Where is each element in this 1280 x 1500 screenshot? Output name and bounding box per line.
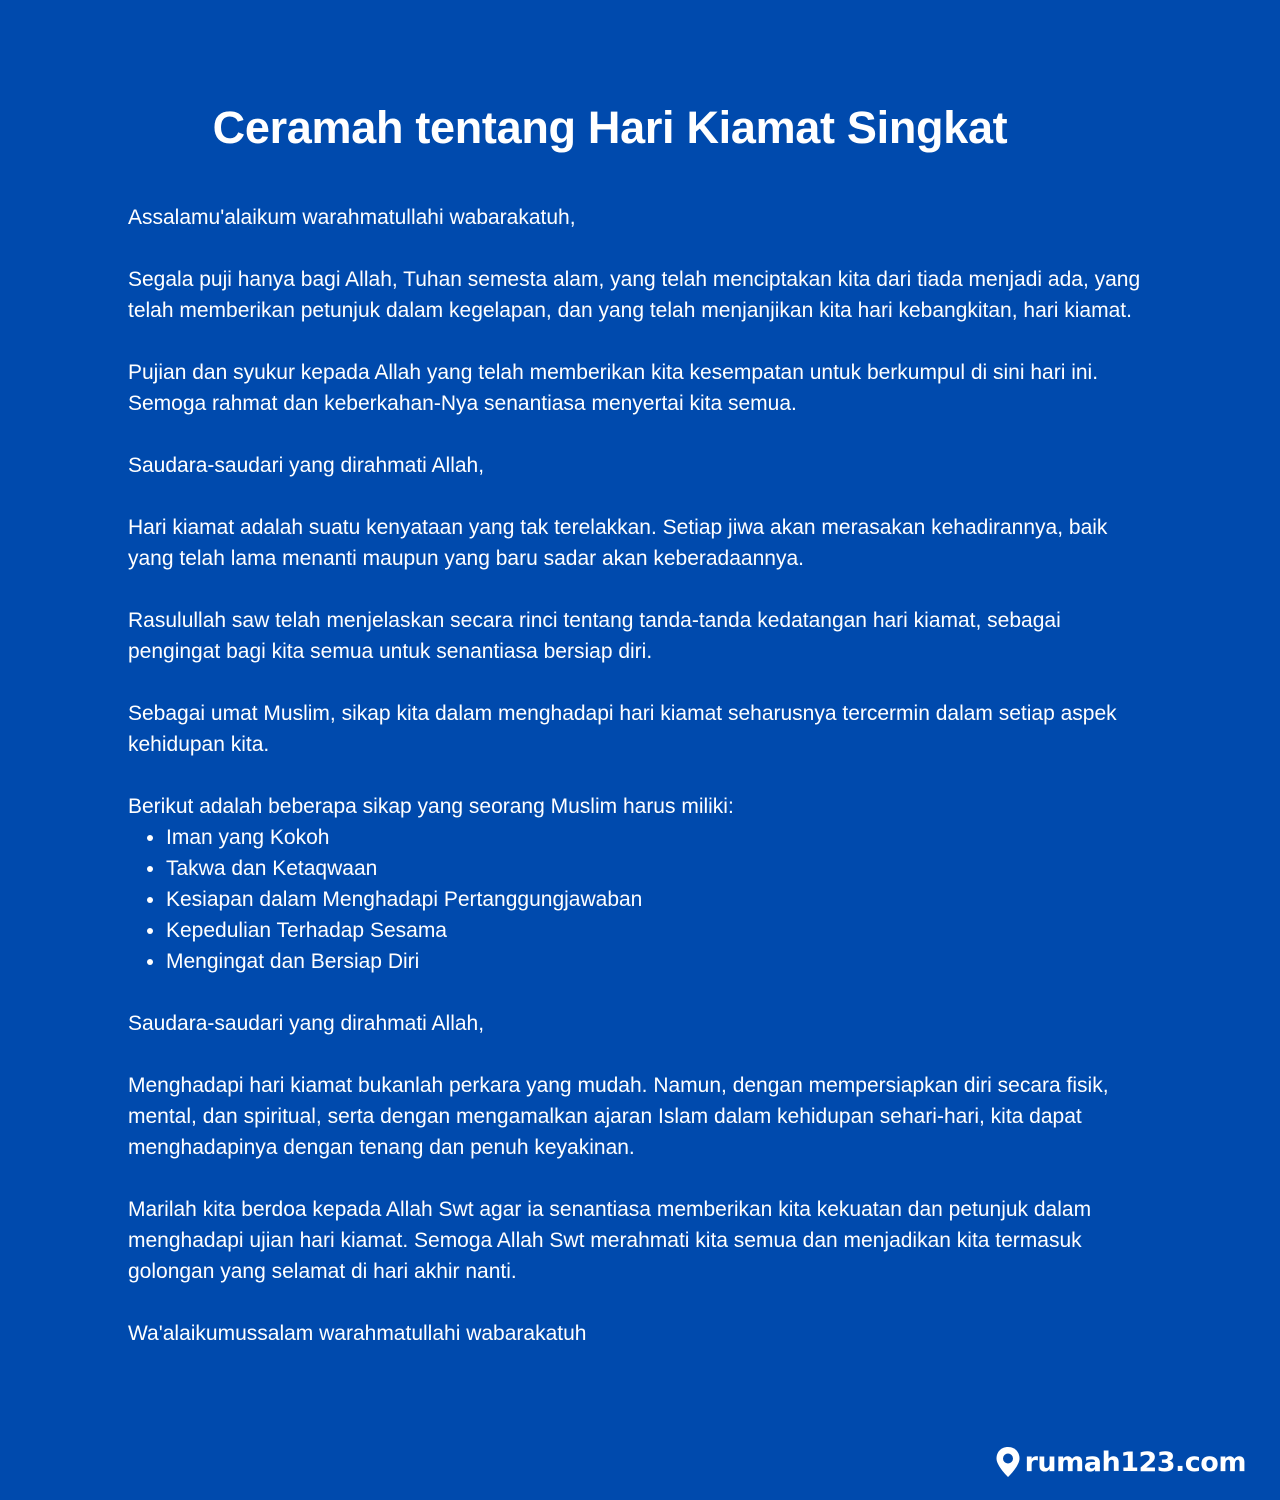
paragraph-facing: Menghadapi hari kiamat bukanlah perkara yang mudah. Namun, dengan mempersiapkan diri secara fisik, mental, dan spiritual, serta dengan mengamalkan ajaran Islam dalam kehidupan sehari-hari, kita dapat menghadapinya dengan tenang dan penuh keyakinan. xyxy=(128,1074,1109,1159)
paragraph-prayer: Marilah kita berdoa kepada Allah Swt agar ia senantiasa memberikan kita kekuatan dan petunjuk dalam menghadapi ujian hari kiamat. Semoga Allah Swt merahmati kita semua dan menjadikan kita termasuk golongan yang selamat di hari akhir nanti. xyxy=(128,1198,1092,1283)
article-body xyxy=(128,202,1158,1349)
list-item: • Takwa dan Ketaqwaan xyxy=(166,853,1158,884)
attitude-list xyxy=(128,822,1158,977)
paragraph-attitude: Sebagai umat Muslim, sikap kita dalam menghadapi hari kiamat seharusnya tercermin dalam setiap aspek kehidupan kita. xyxy=(128,702,1117,756)
paragraph-gratitude: Pujian dan syukur kepada Allah yang telah memberikan kita kesempatan untuk berkumpul di sini hari ini. Semoga rahmat dan keberkahan-Nya senantiasa menyertai kita semua. xyxy=(128,361,1099,415)
location-pin-icon xyxy=(995,1446,1021,1478)
logo-text: rumah123.com xyxy=(1024,1446,1246,1478)
list-item: • Mengingat dan Bersiap Diri xyxy=(166,946,1158,977)
paragraph-address: Saudara-saudari yang dirahmati Allah, xyxy=(128,454,485,477)
paragraph-address-2: Saudara-saudari yang dirahmati Allah, xyxy=(128,1012,485,1035)
greeting-closing: Wa'alaikumussalam warahmatullahi wabarakatuh xyxy=(128,1322,587,1345)
page-title: Ceramah tentang Hari Kiamat Singkat xyxy=(212,102,1008,153)
paragraph-reality: Hari kiamat adalah suatu kenyataan yang tak terelakkan. Setiap jiwa akan merasakan kehadirannya, baik yang telah lama menanti maupun yang baru sadar akan keberadaannya. xyxy=(128,516,1108,570)
list-item: • Kesiapan dalam Menghadapi Pertanggungjawaban xyxy=(166,884,1158,915)
list-item: • Iman yang Kokoh xyxy=(166,822,1158,853)
greeting-opening: Assalamu'alaikum warahmatullahi wabarakatuh, xyxy=(128,206,576,229)
paragraph-list-intro: Berikut adalah beberapa sikap yang seorang Muslim harus miliki: xyxy=(128,795,734,818)
paragraph-praise: Segala puji hanya bagi Allah, Tuhan semesta alam, yang telah menciptakan kita dari tiada menjadi ada, yang telah memberikan petunjuk dalam kegelapan, dan yang telah menjanjikan kita hari kebangkitan, hari kiamat. xyxy=(128,268,1141,322)
list-item: • Kepedulian Terhadap Sesama xyxy=(166,915,1158,946)
brand-logo xyxy=(995,1446,1246,1478)
paragraph-signs: Rasulullah saw telah menjelaskan secara rinci tentang tanda-tanda kedatangan hari kiamat, sebagai pengingat bagi kita semua untuk senantiasa bersiap diri. xyxy=(128,609,1061,663)
